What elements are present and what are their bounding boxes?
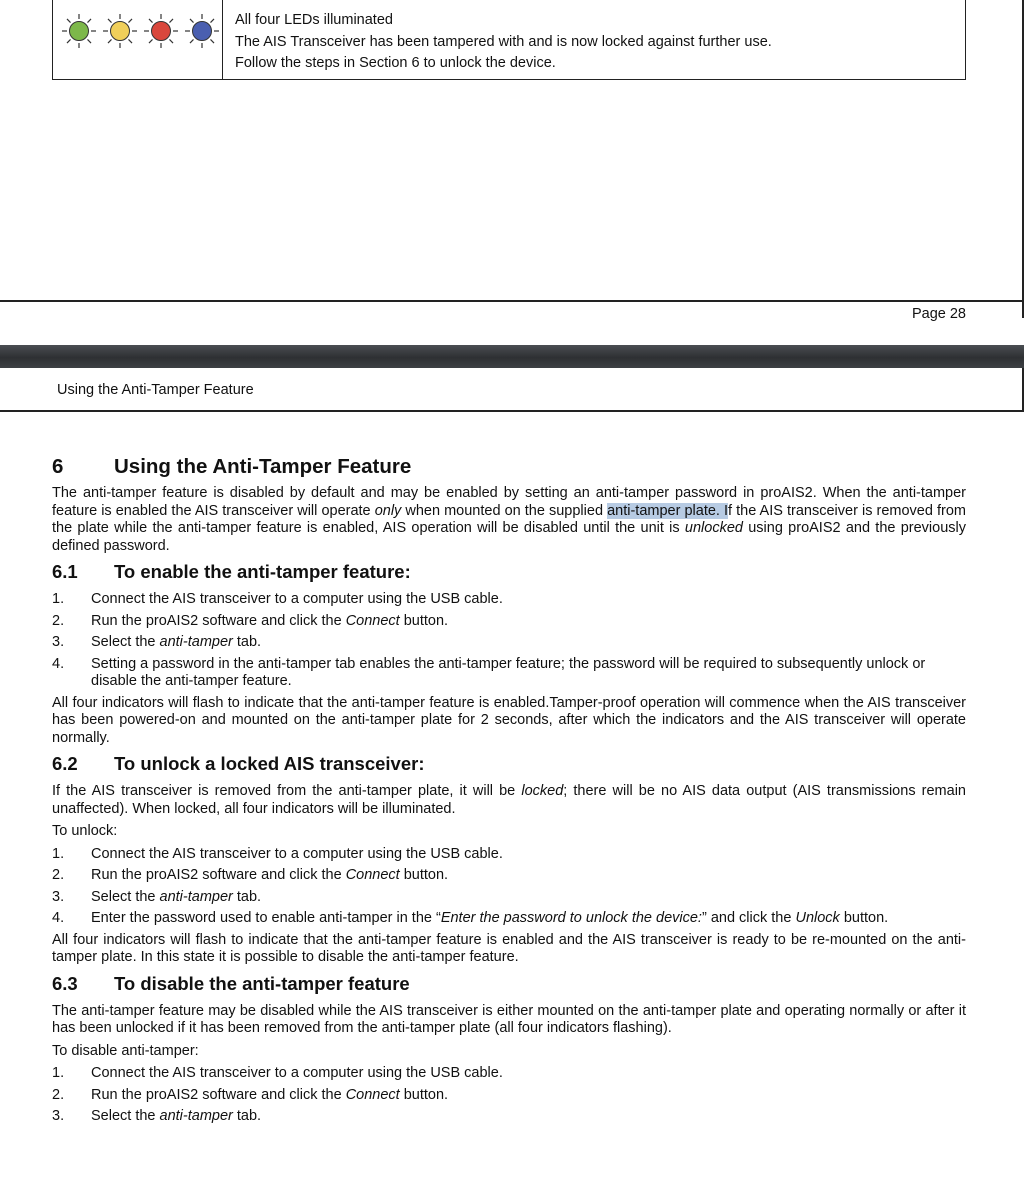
list-item bbox=[52, 1108, 966, 1126]
list-number: 3. bbox=[52, 1108, 65, 1124]
list-number: 2. bbox=[52, 867, 65, 883]
red-led-icon bbox=[144, 14, 178, 48]
unlock-steps-list bbox=[52, 846, 966, 928]
text-run: Run the proAIS2 software and click the bbox=[91, 612, 346, 629]
list-item bbox=[52, 1065, 966, 1083]
list-item bbox=[52, 889, 966, 907]
text-run: ; there will be no AIS data output (AIS transmissions remain unaffected). When locked, all four indicators will be illuminated. bbox=[52, 783, 966, 817]
to-disable-label: To disable anti-tamper: bbox=[52, 1042, 199, 1059]
list-item bbox=[52, 656, 966, 691]
section-number: 6 bbox=[52, 455, 64, 478]
list-item bbox=[52, 846, 966, 864]
emphasis: only bbox=[374, 502, 402, 519]
subsection-title: To unlock a locked AIS transceiver: bbox=[114, 753, 425, 774]
subsection-title: To disable the anti-tamper feature bbox=[114, 972, 410, 994]
list-text: Setting a password in the anti-tamper tab enables the anti-tamper feature; the password will be required to subsequently unlock or disable the anti-tamper feature. bbox=[91, 655, 926, 689]
list-text bbox=[91, 1087, 448, 1105]
list-number: 4. bbox=[52, 910, 65, 926]
text-run: Run the proAIS2 software and click the bbox=[91, 867, 346, 883]
list-item bbox=[52, 591, 966, 609]
enable-steps-list bbox=[52, 591, 966, 691]
subsection-number: 6.3 bbox=[52, 972, 78, 994]
text-run: f the AIS transceiver is removed from the plate while the anti-tamper feature is enabled, AIS operation will be disabled until the unit is bbox=[52, 502, 966, 536]
section-content bbox=[52, 455, 966, 1130]
list-text bbox=[91, 889, 261, 907]
footer-rule bbox=[0, 300, 1022, 302]
text-run: button. bbox=[839, 910, 889, 926]
list-text: Connect the AIS transceiver to a computer using the USB cable. bbox=[91, 845, 503, 862]
list-number: 1. bbox=[52, 1065, 65, 1081]
text-run: The anti-tamper feature is disabled by default and may be enabled by setting an anti-tamper password in proAIS2. When the anti-tamper feature is enabled the AIS transceiver will operate bbox=[52, 485, 966, 519]
green-led-icon bbox=[62, 14, 96, 48]
list-text bbox=[91, 867, 448, 885]
text-run: Select the bbox=[91, 634, 160, 650]
disable-steps-list bbox=[52, 1065, 966, 1126]
text-run: ” and click the bbox=[701, 910, 796, 926]
list-item bbox=[52, 1087, 966, 1105]
list-number: 3. bbox=[52, 634, 65, 650]
section-title: Using the Anti-Tamper Feature bbox=[114, 455, 412, 478]
list-item bbox=[52, 613, 966, 631]
text-run: tab. bbox=[232, 634, 262, 650]
led-status-table bbox=[52, 0, 966, 80]
list-item bbox=[52, 634, 966, 652]
list-text: Connect the AIS transceiver to a computer using the USB cable. bbox=[91, 1065, 503, 1081]
subsection-title: To enable the anti-tamper feature: bbox=[114, 561, 411, 582]
to-unlock-label: To unlock: bbox=[52, 823, 118, 839]
led-description bbox=[235, 10, 772, 75]
text-run: using proAIS2 and the previously defined password. bbox=[52, 520, 967, 554]
blue-led-icon bbox=[185, 14, 219, 48]
list-text bbox=[91, 613, 448, 631]
list-number: 2. bbox=[52, 1086, 65, 1103]
emphasis: Connect bbox=[345, 1086, 400, 1103]
emphasis: unlocked bbox=[684, 520, 743, 536]
led-icons bbox=[53, 0, 222, 60]
emphasis: anti-tamper bbox=[159, 634, 233, 650]
list-text bbox=[91, 634, 261, 652]
list-text bbox=[91, 910, 888, 928]
yellow-led-icon bbox=[103, 14, 137, 48]
page-number: Page 28 bbox=[911, 306, 966, 322]
list-number: 2. bbox=[52, 612, 65, 629]
unlock-after-text: All four indicators will flash to indicate that the anti-tamper feature is enabled and the AIS transceiver is ready to be re-mounted on the anti-tamper plate. In this state it is possible to disable the anti-tamper feature. bbox=[52, 931, 966, 965]
text-run: Select the bbox=[91, 888, 160, 905]
list-text bbox=[91, 1108, 261, 1126]
emphasis: Connect bbox=[345, 867, 400, 883]
led-icons-cell bbox=[53, 0, 223, 79]
text-run: when mounted on the supplied bbox=[401, 502, 608, 519]
section-6-3-heading bbox=[52, 973, 966, 995]
emphasis: Unlock bbox=[795, 910, 840, 926]
section-6-2-heading bbox=[52, 753, 966, 775]
list-item bbox=[52, 867, 966, 885]
header-rule bbox=[0, 410, 1024, 412]
list-number: 3. bbox=[52, 888, 65, 905]
text-run: If the AIS transceiver is removed from the anti-tamper plate, it will be bbox=[52, 783, 522, 799]
list-number: 1. bbox=[52, 845, 65, 862]
list-number: 1. bbox=[52, 591, 65, 607]
emphasis: Connect bbox=[345, 612, 400, 629]
text-run: button. bbox=[399, 867, 449, 883]
emphasis: locked bbox=[521, 783, 564, 799]
led-row-title: All four LEDs illuminated bbox=[235, 12, 393, 28]
subsection-number: 6.1 bbox=[52, 561, 78, 582]
led-row-line1: The AIS Transceiver has been tampered with and is now locked against further use. bbox=[235, 33, 772, 50]
subsection-number: 6.2 bbox=[52, 753, 78, 774]
led-row-line2: Follow the steps in Section 6 to unlock the device. bbox=[235, 55, 556, 71]
text-run: Enter the password used to enable anti-tamper in the “ bbox=[91, 910, 441, 926]
highlighted-text: anti-tamper plate. I bbox=[607, 502, 729, 519]
emphasis: anti-tamper bbox=[159, 1108, 233, 1124]
unlock-intro bbox=[52, 783, 966, 818]
disable-intro: The anti-tamper feature may be disabled while the AIS transceiver is either mounted on the anti-tamper plate and operating normally or after it has been unlocked if it has been removed from the anti-tamper plate (all four indicators flashing). bbox=[52, 1002, 966, 1036]
section-6-intro bbox=[52, 485, 966, 555]
section-6-heading bbox=[52, 455, 966, 479]
text-run: tab. bbox=[232, 888, 262, 905]
list-item bbox=[52, 910, 966, 928]
emphasis: anti-tamper bbox=[159, 888, 233, 905]
text-run: tab. bbox=[232, 1108, 262, 1124]
list-text: Connect the AIS transceiver to a computer using the USB cable. bbox=[91, 591, 503, 607]
text-run: button. bbox=[399, 612, 449, 629]
emphasis: Enter the password to unlock the device: bbox=[440, 910, 702, 926]
enable-after-text: All four indicators will flash to indicate that the anti-tamper feature is enabled.Tamper-proof operation will commence when the AIS transceiver has been powered-on and mounted on the anti-tamper plate for 2 seconds, after which the indicators and the AIS transceiver will operate normally. bbox=[52, 694, 966, 746]
section-6-1-heading bbox=[52, 561, 966, 583]
text-run: Select the bbox=[91, 1108, 160, 1124]
text-run: button. bbox=[399, 1086, 449, 1103]
text-run: Run the proAIS2 software and click the bbox=[91, 1086, 346, 1103]
running-header: Using the Anti-Tamper Feature bbox=[57, 382, 254, 398]
list-number: 4. bbox=[52, 655, 65, 672]
page-break-band bbox=[0, 345, 1024, 368]
